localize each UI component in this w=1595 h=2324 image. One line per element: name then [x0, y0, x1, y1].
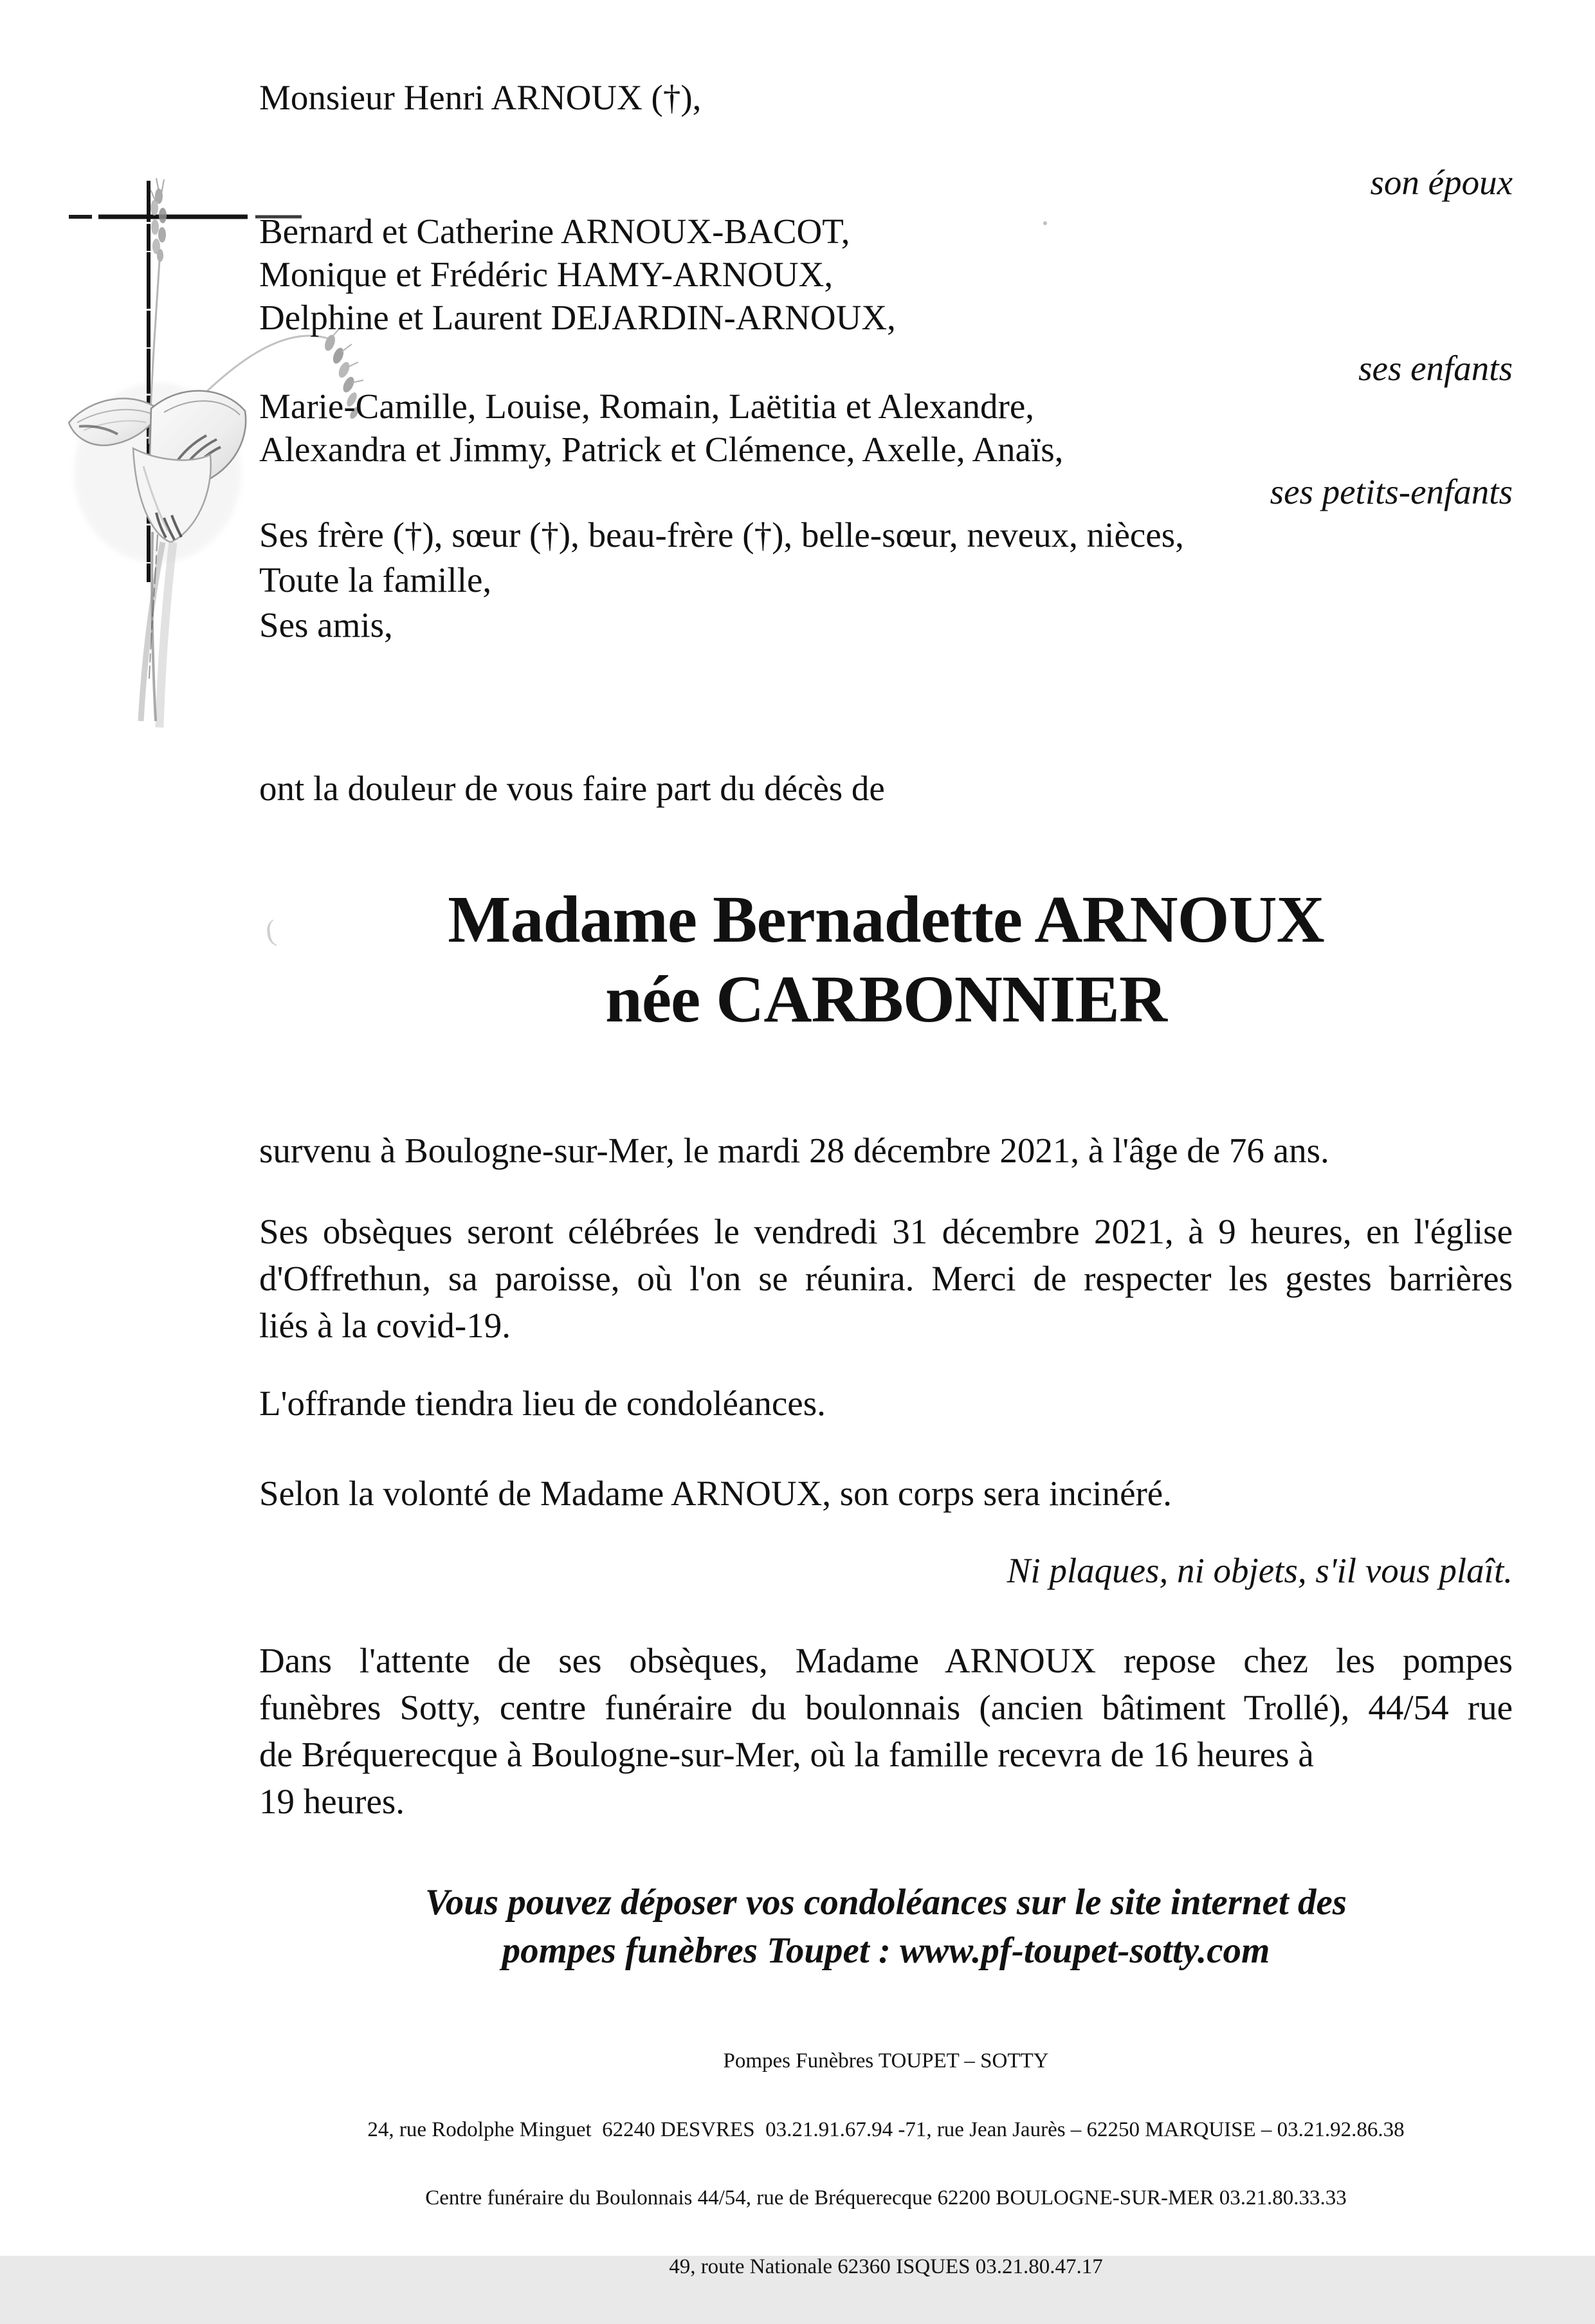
condolence-line: Vous pouvez déposer vos condoléances sur le site internet des — [425, 1882, 1347, 1923]
family-block — [259, 513, 1513, 648]
scan-artifact-parenthesis: ( — [263, 913, 278, 947]
offering-line: L'offrande tiendra lieu de condoléances. — [259, 1384, 826, 1423]
deceased-name-line2: née CARBONNIER — [605, 962, 1167, 1036]
condolence-website-line: pompes funèbres Toupet : www.pf-toupet-sotty.com — [502, 1930, 1270, 1971]
funeral-line: Ses obsèques seront célébrées le vendredi 31 décembre 2021, à 9 heures, en l'église — [259, 1212, 1513, 1251]
footer-company-line: Pompes Funèbres TOUPET – SOTTY — [723, 2049, 1049, 2072]
death-line: survenu à Boulogne-sur-Mer, le mardi 28 décembre 2021, à l'âge de 76 ans. — [259, 1131, 1329, 1170]
children-line: Monique et Frédéric HAMY-ARNOUX, — [259, 255, 834, 294]
condolence-website-block — [259, 1878, 1513, 1975]
repose-line: Dans l'attente de ses obsèques, Madame ARNOUX repose chez les pompes — [259, 1641, 1513, 1680]
repose-line: 19 heures. — [259, 1782, 405, 1821]
grandchildren-names-block — [259, 385, 1513, 471]
request-line: Ni plaques, ni objets, s'il vous plaît. — [1007, 1551, 1513, 1590]
children-label: ses enfants — [1358, 349, 1513, 388]
grandchildren-line: Marie-Camille, Louise, Romain, Laëtitia et Alexandre, — [259, 387, 1035, 426]
grandchildren-line: Alexandra et Jimmy, Patrick et Clémence, Axelle, Anaïs, — [259, 430, 1064, 469]
funeral-line: d'Offrethun, sa paroisse, où l'on se réunira. Merci de respecter les gestes barrières — [259, 1259, 1513, 1298]
footer-address-line: 24, rue Rodolphe Minguet 62240 DESVRES 03.21.91.67.94 -71, rue Jean Jaurès – 62250 MARQUISE – 03.21.92.86.38 — [367, 2118, 1405, 2141]
family-line: Ses amis, — [259, 605, 393, 645]
repose-line: de Bréquerecque à Boulogne-sur-Mer, où la famille recevra de 16 heures à — [259, 1735, 1314, 1774]
children-names-block — [259, 210, 1513, 339]
children-line: Delphine et Laurent DEJARDIN-ARNOUX, — [259, 298, 896, 337]
footer-address-line: Centre funéraire du Boulonnais 44/54, rue de Bréquerecque 62200 BOULOGNE-SUR-MER 03.21.80.33.33 — [425, 2186, 1347, 2210]
funeral-paragraph — [259, 1208, 1513, 1349]
intro-line: ont la douleur de vous faire part du décès de — [259, 769, 885, 808]
funeral-home-footer — [259, 2004, 1513, 2324]
footer-address-line: 49, route Nationale 62360 ISQUES 03.21.80.47.17 — [669, 2255, 1103, 2278]
deceased-name-line1: Madame Bernadette ARNOUX — [448, 883, 1324, 956]
funeral-line: liés à la covid-19. — [259, 1306, 511, 1345]
cremation-line: Selon la volonté de Madame ARNOUX, son corps sera incinéré. — [259, 1474, 1172, 1513]
family-line: Ses frère (†), sœur (†), beau-frère (†), belle-sœur, neveux, nièces, — [259, 515, 1184, 554]
family-line: Toute la famille, — [259, 560, 492, 599]
repose-paragraph — [259, 1637, 1513, 1825]
opening-line: Monsieur Henri ARNOUX (†), — [259, 78, 702, 117]
spouse-label: son époux — [1370, 163, 1513, 202]
children-line: Bernard et Catherine ARNOUX-BACOT, — [259, 212, 850, 251]
deceased-name-title — [259, 880, 1513, 1039]
repose-line: funèbres Sotty, centre funéraire du boulonnais (ancien bâtiment Trollé), 44/54 rue — [259, 1688, 1513, 1727]
grandchildren-label: ses petits-enfants — [1270, 472, 1513, 511]
